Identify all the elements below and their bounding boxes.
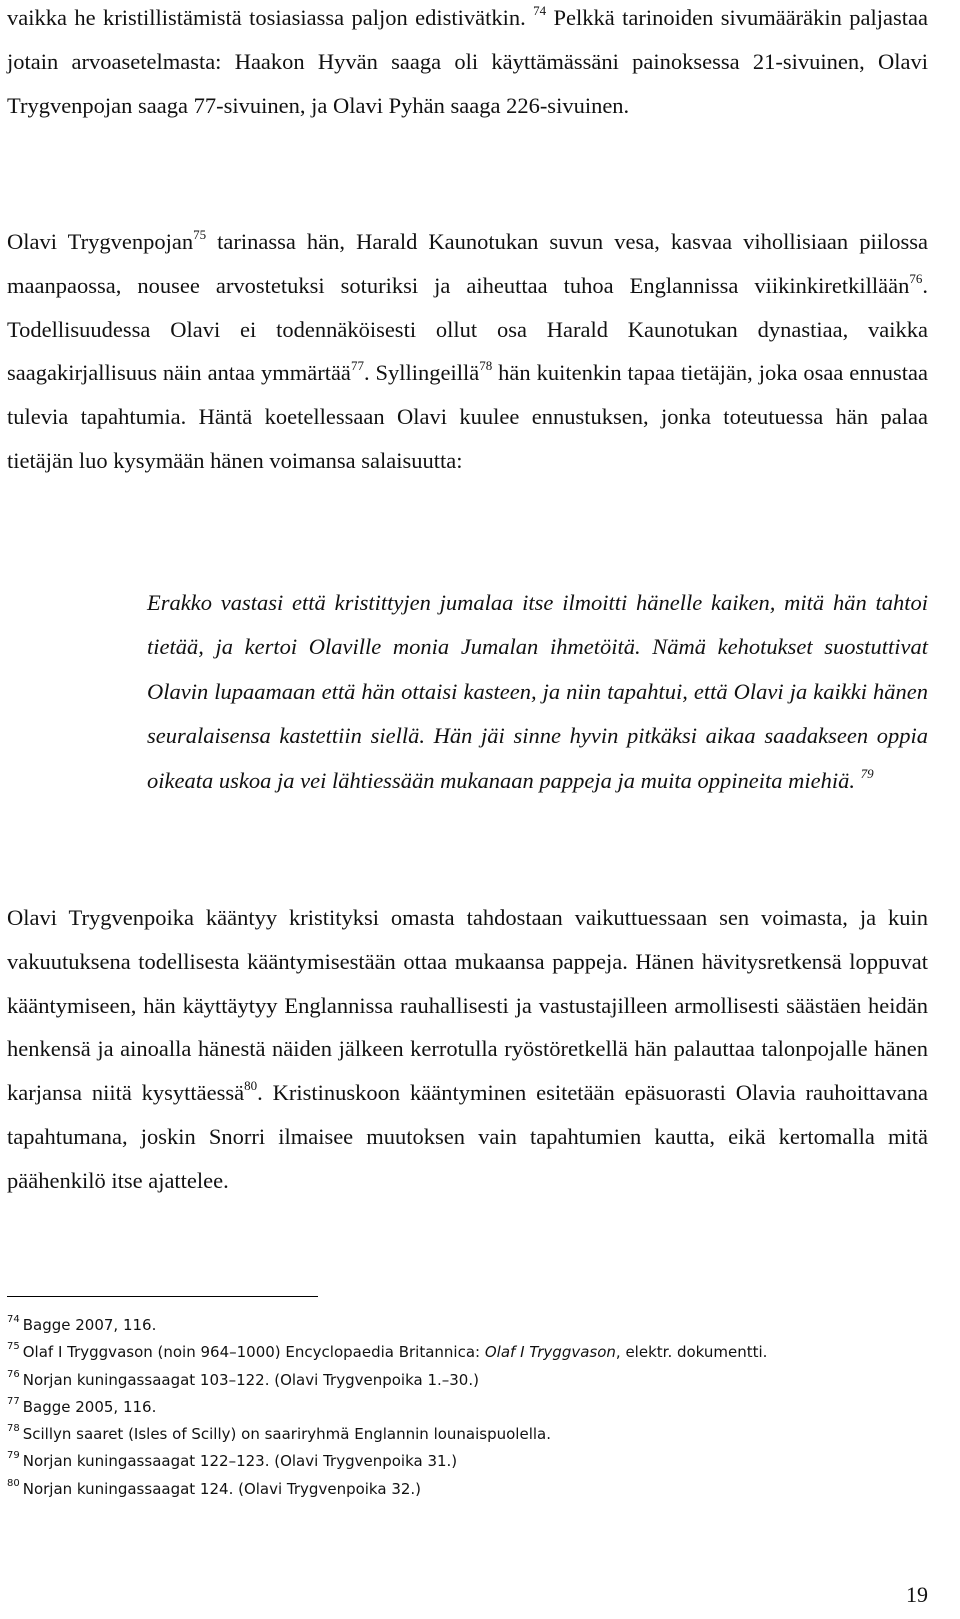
text-run: hän kuitenkin tapaa tietäjän, joka osaa ennustaa tulevia tapahtumia. Häntä koetellessaan Olavi kuulee ennustuksen, jonka toteutuessa hän palaa tietäjän luo kysymään hänen voimansa salaisuutta: [7,360,929,473]
footnote-ref: 77 [350,358,364,374]
text-run: Erakko vastasi että kristittyjen jumalaa itse ilmoitti hänelle kaiken, mitä hän tahtoi tietää, ja kertoi Olaville monia Jumalan ihmetöitä. Nämä kehotukset suostuttivat Olavin lupaamaan että hän ottaisi kasteen, ja niin tapahtui, että Olavi ja kaikki hänen seuralaisensa kastettiin siellä. Hän jäi sinne hyvin pitkäksi aikaa saadakseen oppia oikeata uskoa ja vei lähtiessään mukanaan pappeja ja muita oppineita miehiä. [147,590,928,793]
footnote-ref: 80 [244,1078,258,1094]
footnote-78 [7,1421,927,1448]
footnote-number: 74 [7,1314,20,1325]
text-run: , elektr. dokumentti. [615,1343,768,1362]
text-run: Olavi Trygvenpojan [7,229,194,254]
text-run: Bagge 2005, 116. [22,1397,157,1416]
footnote-ref: 76 [909,270,923,286]
text-run: Norjan kuningassaagat 103–122. (Olavi Trygvenpoika 1.–30.) [22,1370,479,1389]
paragraph-2 [7,220,928,483]
footnote-75 [7,1339,927,1366]
footnote-ref: 79 [860,765,874,781]
footnote-ref: 78 [479,358,493,374]
text-run: Pelkkä tarinoiden sivumääräkin paljastaa jotain arvoasetelmasta: Haakon Hyvän saaga oli käyttämässäni painoksessa 21-sivuinen, Olavi Trygvenpojan saaga 77-sivuinen, ja Olavi Pyhän saaga 226-sivuinen. [7,5,928,118]
footnote-number: 78 [7,1423,20,1435]
footnote-number: 79 [7,1450,20,1462]
text-run: Olaf I Tryggvason (noin 964–1000) Encyclopaedia Britannica: [22,1343,485,1362]
block-quote [147,581,928,803]
text-run: Bagge 2007, 116. [22,1316,157,1334]
text-run: . Kristinuskoon kääntyminen esitetään epäsuorasti Olavia rauhoittavana tapahtumana, joskin Snorri ilmaisee muutoksen vain tapahtumien kautta, eikä kertomalla mitä päähenkilö itse ajattelee. [7,1080,928,1193]
footnote-76 [7,1367,927,1394]
footnote-number: 76 [7,1368,20,1380]
text-run: Norjan kuningassaagat 124. (Olavi Trygvenpoika 32.) [22,1479,422,1498]
footnote-74 [7,1312,927,1339]
footnote-ref: 75 [193,227,207,242]
footnotes [7,1312,927,1503]
paragraph-1 [7,0,928,127]
footnote-number: 80 [7,1477,20,1489]
footnote-80 [7,1476,927,1503]
footnote-number: 77 [7,1395,20,1407]
text-run: tarinassa hän, Harald Kaunotukan suvun vesa, kasvaa vihollisiaan piilossa maanpaossa, nousee arvostetuksi soturiksi ja aiheuttaa tuhoa Englannissa viikinkiretkillään [7,229,928,298]
footnote-77 [7,1394,927,1421]
footnote-number: 75 [7,1341,20,1353]
text-run: Norjan kuningassaagat 122–123. (Olavi Trygvenpoika 31.) [22,1452,458,1471]
italic-text: Olaf I Tryggvason [484,1343,616,1362]
text-run: Olavi Trygvenpoika kääntyy kristityksi omasta tahdostaan vaikuttuessaan sen voimasta, ja kuin vakuutuksena todellisesta kääntymisestään ottaa mukaansa pappeja. Hänen hävitysretkensä loppuvat kääntymiseen, hän käyttäytyy Englannissa rauhallisesti ja vastustajilleen armollisesti säästäen heidän henkensä ja ainoalla hänestä näiden jälkeen kerrotulla ryöstöretkellä hän palauttaa talonpojalle hänen karjansa niitä kysyttäessä [7,905,928,1106]
paragraph-3 [7,896,928,1203]
footnote-separator [7,1296,318,1297]
text-run: . Syllingeillä [363,360,480,386]
page-number: 19 [906,1582,928,1607]
footnote-ref: 74 [533,3,547,18]
text-run: . Todellisuudessa Olavi ei todennäköisesti ollut osa Harald Kaunotukan dynastiaa, vaikka saagakirjallisuus näin antaa ymmärtää [7,272,928,386]
text-run: vaikka he kristillistämistä tosiasiassa paljon edistivätkin. [7,5,534,30]
footnote-79 [7,1448,927,1475]
text-run: Scillyn saaret (Isles of Scilly) on saariryhmä Englannin lounaispuolella. [22,1425,551,1444]
